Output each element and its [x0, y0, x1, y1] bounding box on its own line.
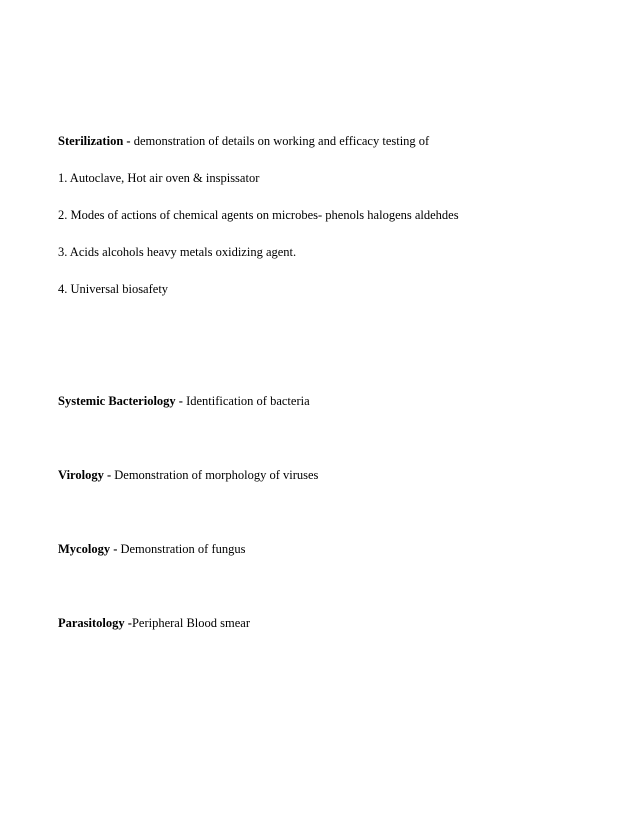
sterilization-heading: Sterilization - [58, 134, 131, 148]
virology-description: Demonstration of morphology of viruses [111, 468, 319, 482]
sterilization-description: demonstration of details on working and efficacy testing of [130, 134, 430, 148]
virology-line [58, 468, 318, 483]
sterilization-item-4: 4. Universal biosafety [58, 282, 169, 296]
parasitology-description: Peripheral Blood smear [131, 616, 250, 630]
systemic-bacteriology-line [58, 394, 310, 409]
mycology-description: Demonstration of fungus [117, 542, 246, 556]
parasitology-line [58, 616, 250, 631]
sterilization-line [58, 134, 429, 149]
mycology-heading: Mycology - [58, 542, 118, 556]
parasitology-heading: Parasitology - [58, 616, 132, 630]
sterilization-item-3: 3. Acids alcohols heavy metals oxidizing agent. [58, 245, 297, 259]
mycology-line [58, 542, 245, 557]
sterilization-item-1: 1. Autoclave, Hot air oven & inspissator [58, 171, 260, 185]
sterilization-item-2: 2. Modes of actions of chemical agents on microbes- phenols halogens aldehdes [58, 208, 459, 222]
systemic-bacteriology-description: Identification of bacteria [182, 394, 310, 408]
systemic-bacteriology-heading: Systemic Bacteriology - [58, 394, 183, 408]
virology-heading: Virology - [58, 468, 112, 482]
